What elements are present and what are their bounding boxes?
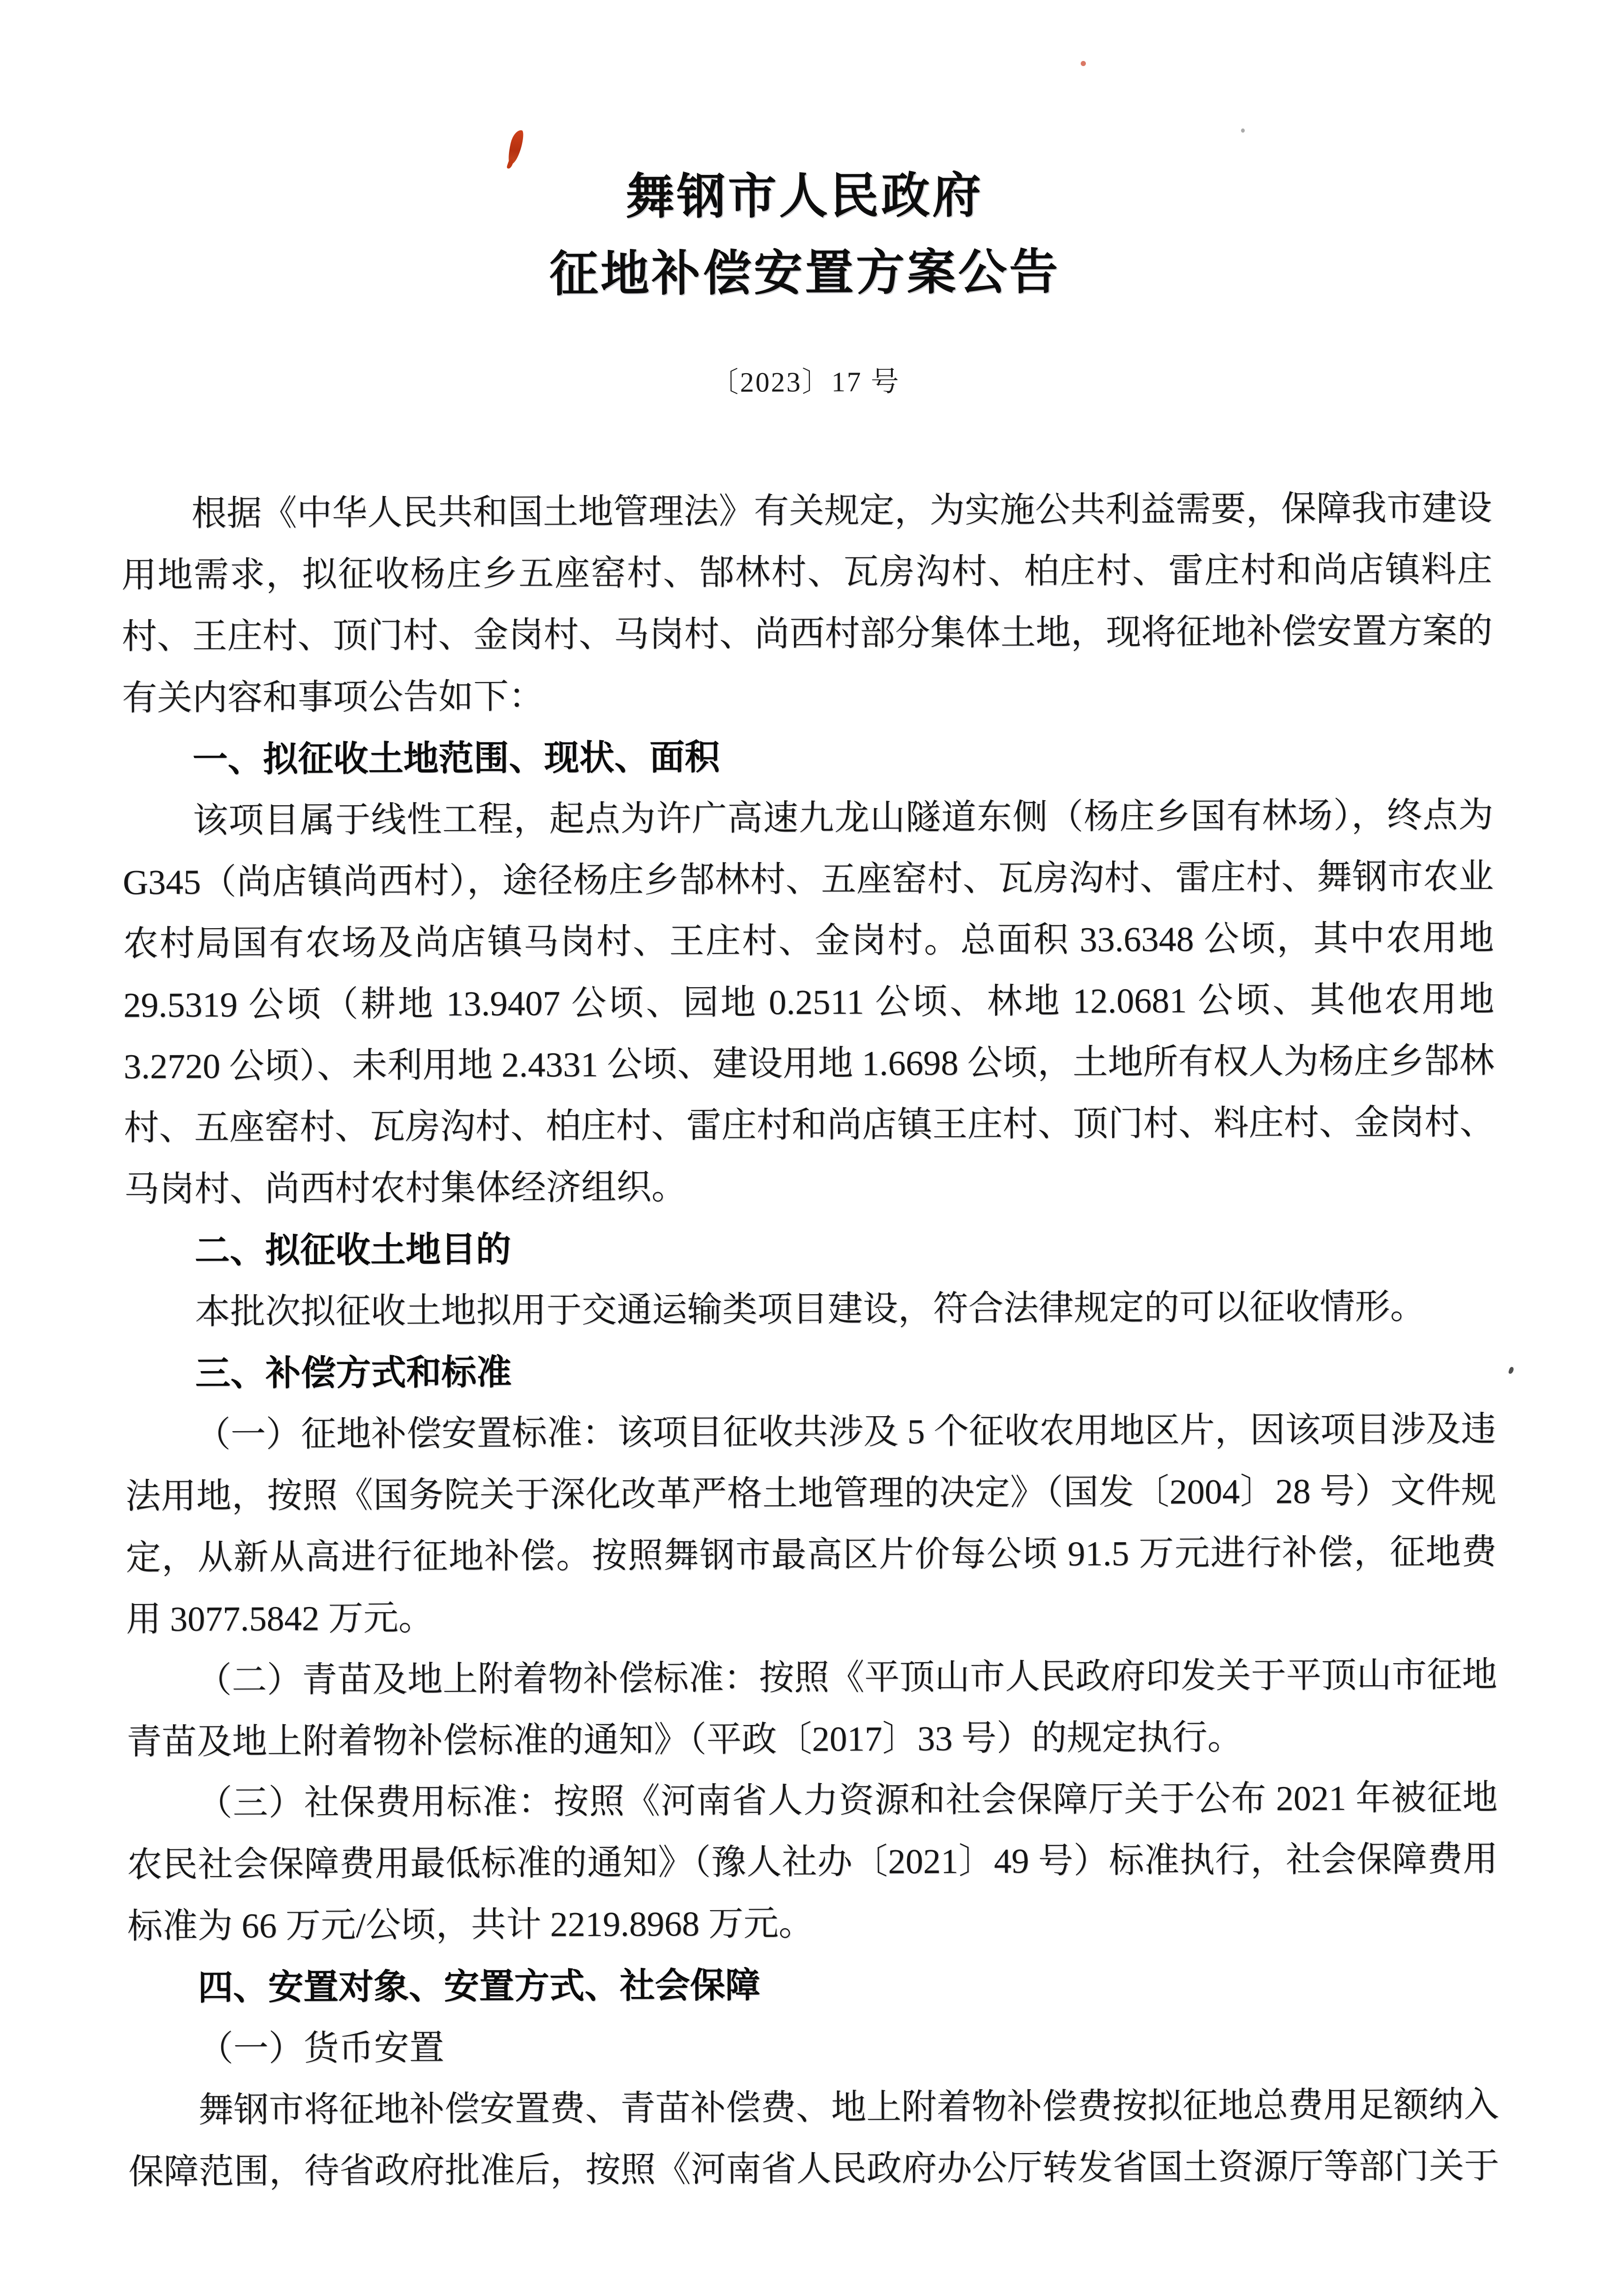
paragraph-social-security: （三）社保费用标准：按照《河南省人力资源和社会保障厅关于公布 2021 年被征地农民社会保障费用最低标准的通知》（豫人社办〔2021〕49 号）标准执行，社会保障费用标准为 66 万元/公顷，共计 2219.8968 万元。 — [127, 1778, 1498, 1946]
paragraph-compensation-standard: （一）征地补偿安置标准：该项目征收共涉及 5 个征收农用地区片，因该项目涉及违法用地，按照《国务院关于深化改革严格土地管理的决定》（国发〔2004〕28 号）文件规定，从新从高进行征地补偿。按照舞钢市最高区片价每公顷 91.5 万元进行补偿，征地费用 3077.5842 万元。 — [125, 1410, 1497, 1639]
document-title-line-2: 征地补偿安置方案公告 — [549, 245, 1061, 302]
document-number: 〔2023〕17 号 — [710, 366, 901, 398]
heading-section-1: 一、拟征收土地范围、现状、面积 — [192, 737, 720, 779]
paragraph-intro: 根据《中华人民共和国土地管理法》有关规定，为实施公共利益需要，保障我市建设用地需求，拟征收杨庄乡五座窑村、郜林村、瓦房沟村、柏庄村、雷庄村和尚店镇料庄村、王庄村、顶门村、金岗村、马岗村、尚西村部分集体土地，现将征地补偿安置方案的有关内容和事项公告如下： — [121, 488, 1493, 718]
subheading-monetary-resettlement: （一）货币安置 — [198, 2028, 445, 2069]
document-title-line-1: 舞钢市人民政府 — [625, 169, 984, 225]
heading-section-3: 三、补偿方式和标准 — [195, 1352, 512, 1393]
paragraph-crops-attachments: （二）青苗及地上附着物补偿标准：按照《平顶山市人民政府印发关于平顶山市征地青苗及地上附着物补偿标准的通知》（平政〔2017〕33 号）的规定执行。 — [126, 1655, 1497, 1762]
paragraph-land-purpose: 本批次拟征收土地拟用于交通运输类项目建设，符合法律规定的可以征收情形。 — [194, 1287, 1426, 1332]
paragraph-monetary-detail: 舞钢市将征地补偿安置费、青苗补偿费、地上附着物补偿费按拟征地总费用足额纳入保障范围，待省政府批准后，按照《河南省人民政府办公厅转发省国土资源厅等部门关于 — [128, 2085, 1500, 2192]
document-body — [121, 478, 1499, 2203]
heading-section-4: 四、安置对象、安置方式、社会保障 — [198, 1965, 761, 2007]
heading-section-2: 二、拟征收土地目的 — [194, 1229, 511, 1270]
paragraph-land-scope: 该项目属于线性工程，起点为许广高速九龙山隧道东侧（杨庄乡国有林场），终点为 G345（尚店镇尚西村），途径杨庄乡郜林村、五座窑村、瓦房沟村、雷庄村、舞钢市农业农村局国有农场及尚店镇马岗村、王庄村、金岗村。总面积 33.6348 公顷，其中农用地 29.5319 公顷（耕地 13.9407 公顷、园地 0.2511 公顷、林地 12.0681 公顷、其他农用地 3.2720 公顷）、未利用地 2.4331 公顷、建设用地 1.6698 公顷，土地所有权人为杨庄乡郜林村、五座窑村、瓦房沟村、柏庄村、雷庄村和尚店镇王庄村、顶门村、料庄村、金岗村、马岗村、尚西村农村集体经济组织。 — [122, 795, 1495, 1209]
